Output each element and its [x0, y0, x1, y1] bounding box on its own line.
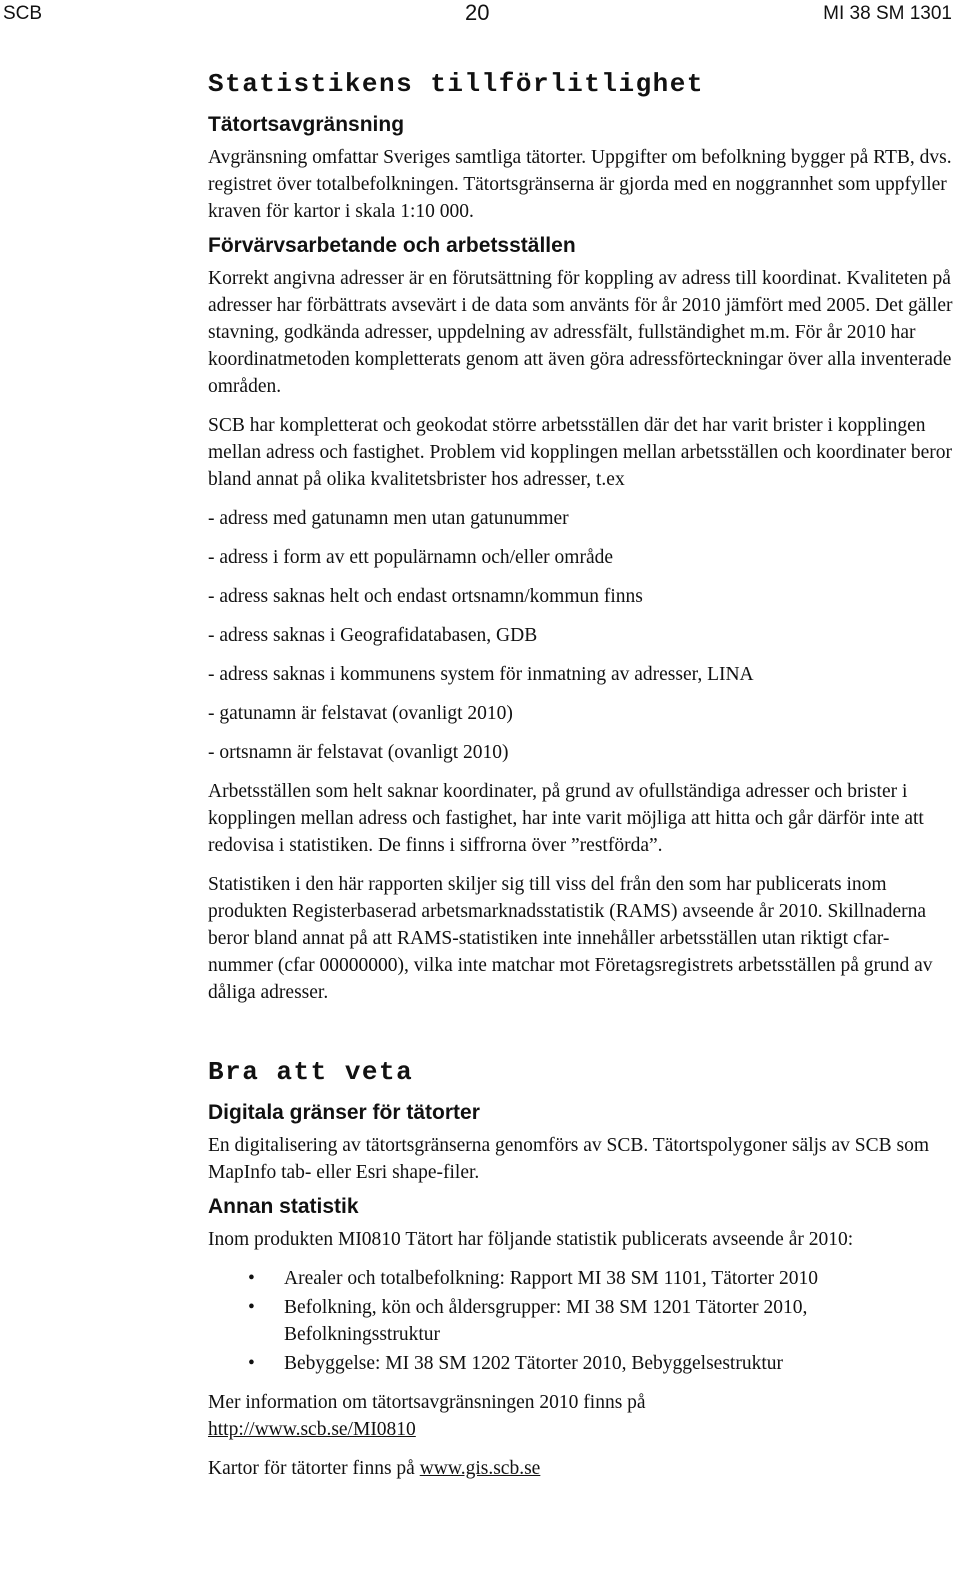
- list-item-text: Befolkning, kön och åldersgrupper: MI 38 SM 1201 Tätorter 2010, Befolkningsstruktur: [284, 1297, 808, 1345]
- paragraph-digitalisation: En digitalisering av tätortsgränserna genomförs av SCB. Tätortspolygoner säljs av SCB som MapInfo tab- eller Esri shape-filer.: [208, 1135, 930, 1183]
- subsection-title-digital-borders: Digitala gränser för tätorter: [208, 1101, 480, 1124]
- page-number: 20: [465, 0, 490, 25]
- document-body: [208, 64, 953, 1482]
- bullet-icon: •: [248, 1297, 255, 1318]
- subsection-title-other-statistics: Annan statistik: [208, 1195, 359, 1218]
- list-item: - adress saknas i kommunens system för inmatning av adresser, LINA: [208, 664, 754, 685]
- subsection-title-workers: Förvärvsarbetande och arbetsställen: [208, 234, 576, 257]
- maps-text: Kartor för tätorter finns på: [208, 1458, 415, 1479]
- paragraph-delimitation: Avgränsning omfattar Sveriges samtliga tätorter. Uppgifter om befolkning bygger på RTB, dvs. registret över totalbefolkningen. Tätortsgränserna är gjorda med en noggrannhet som uppfyller kraven för kartor i skala 1:10 000.: [208, 147, 952, 222]
- paragraph-more-info: [208, 1389, 953, 1443]
- list-item: - adress saknas i Geografidatabasen, GDB: [208, 625, 538, 646]
- list-item: [208, 1350, 953, 1377]
- mi0810-link[interactable]: http://www.scb.se/MI0810: [208, 1419, 416, 1440]
- paragraph-maps: [208, 1455, 953, 1482]
- list-item: - gatunamn är felstavat (ovanligt 2010): [208, 703, 513, 724]
- section-title-reliability: Statistikens tillförlitlighet: [208, 69, 704, 99]
- paragraph-geocoding: SCB har kompletterat och geokodat större arbetsställen där det har varit brister i kopplingen mellan adress och fastighet. Problem vid kopplingen mellan arbetsställen och koordinater beror bland annat på olika kvalitetsbrister hos adresser, t.ex: [208, 415, 953, 490]
- header-report-id: MI 38 SM 1301: [823, 3, 952, 24]
- paragraph-address-quality: Korrekt angivna adresser är en förutsättning för koppling av adress till koordinat. Kvaliteten på adresser har förbättrats avsevärt i de data som använts för år 2010 jämfört med 2005. Det gäller stavning, godkända adresser, uppdelning av adressfält, fullständighet m.m. För år 2010 har koordinatmetoden kompletterats genom att även göra adressförteckningar över alla inventerade områden.: [208, 268, 953, 397]
- header-org: SCB: [3, 3, 43, 24]
- bullet-icon: •: [248, 1353, 255, 1374]
- list-item-text: Arealer och totalbefolkning: Rapport MI 38 SM 1101, Tätorter 2010: [284, 1268, 818, 1289]
- page-header: [0, 0, 960, 30]
- paragraph-rams-difference: Statistiken i den här rapporten skiljer sig till viss del från den som har publicerats inom produkten Registerbaserad arbetsmarknadsstatistik (RAMS) avseende år 2010. Skillnaderna beror bland annat på att RAMS-statistiken inte innehåller arbetsställen utan riktigt cfar-nummer (cfar 00000000), vilka inte matchar mot Företagsregistrets arbetsställen på grund av dåliga adresser.: [208, 874, 933, 1003]
- list-item-text: Bebyggelse: MI 38 SM 1202 Tätorter 2010, Bebyggelsestruktur: [284, 1353, 783, 1374]
- publications-list: [208, 1265, 953, 1377]
- list-item: - adress saknas helt och endast ortsnamn/kommun finns: [208, 586, 643, 607]
- subsection-title-delimitation: Tätortsavgränsning: [208, 113, 405, 136]
- list-item: - adress med gatunamn men utan gatunummer: [208, 508, 569, 529]
- gis-link[interactable]: www.gis.scb.se: [419, 1458, 541, 1479]
- address-issues-list: [208, 505, 953, 766]
- list-item: - adress i form av ett populärnamn och/eller område: [208, 547, 614, 568]
- list-item: [208, 1294, 953, 1348]
- section-title-good-to-know: Bra att veta: [208, 1057, 414, 1087]
- list-item: [208, 1265, 953, 1292]
- paragraph-missing-coordinates: Arbetsställen som helt saknar koordinater, på grund av ofullständiga adresser och brister i kopplingen mellan adress och fastighet, har inte varit möjliga att hitta och går därför inte att redovisa i statistiken. De finns i siffrorna över ”restförda”.: [208, 781, 924, 856]
- paragraph-published-statistics: Inom produkten MI0810 Tätort har följande statistik publicerats avseende år 2010:: [208, 1229, 854, 1250]
- list-item: - ortsnamn är felstavat (ovanligt 2010): [208, 742, 509, 763]
- bullet-icon: •: [248, 1268, 255, 1289]
- more-info-text: Mer information om tätortsavgränsningen 2010 finns på: [208, 1392, 646, 1413]
